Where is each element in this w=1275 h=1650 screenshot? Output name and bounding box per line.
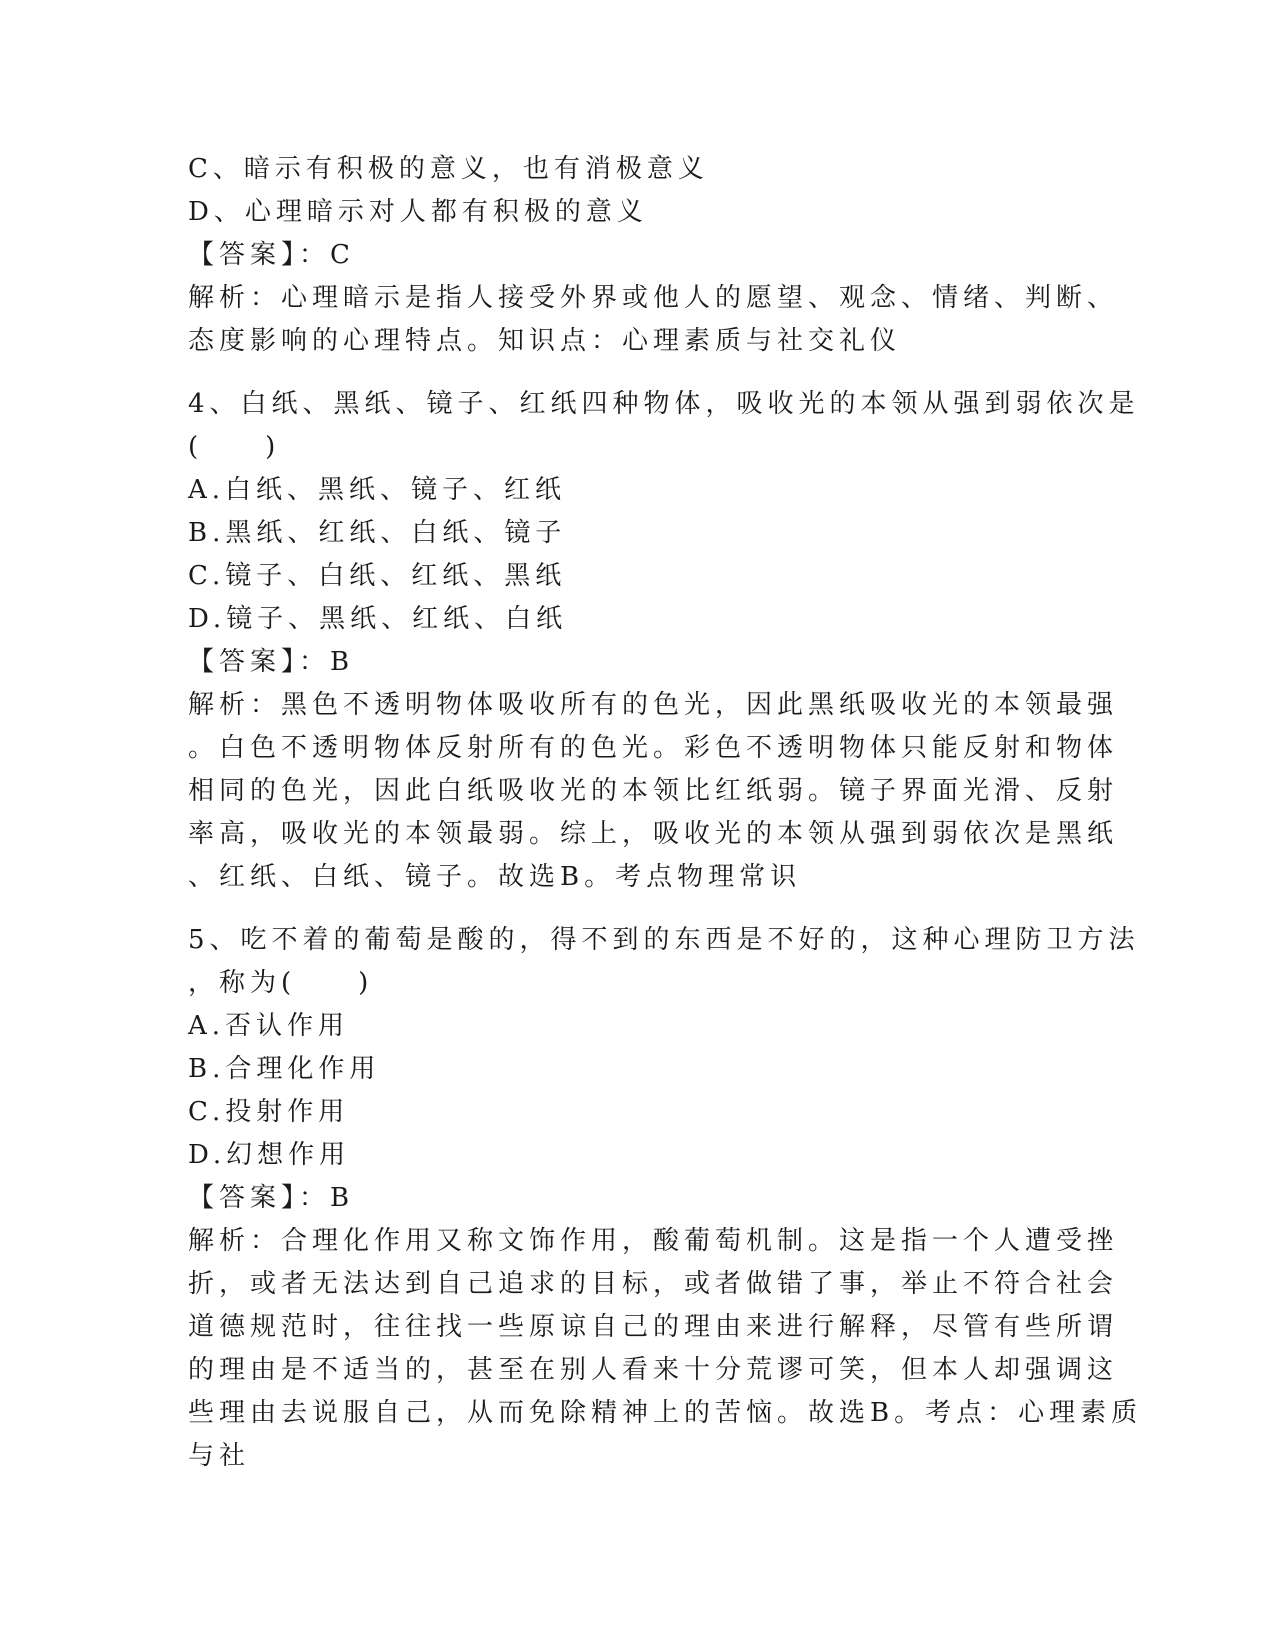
q3-explanation-line: 解析：心理暗示是指人接受外界或他人的愿望、观念、情绪、判断、 <box>188 283 1119 313</box>
q5-explanation-line: 道德规范时，往往找一些原谅自己的理由来进行解释，尽管有些所谓 <box>188 1312 1119 1342</box>
q5-explanation-line: 与社 <box>188 1441 251 1471</box>
q5-option-b: B.合理化作用 <box>188 1054 381 1084</box>
q4-option-b: B.黑纸、红纸、白纸、镜子 <box>188 518 567 548</box>
q5-option-d: D.幻想作用 <box>188 1140 351 1170</box>
q3-option-c: C、暗示有积极的意义，也有消极意义 <box>188 154 709 184</box>
q5-question-line: ，称为( ) <box>188 968 374 998</box>
q4-option-c: C.镜子、白纸、红纸、黑纸 <box>188 561 567 591</box>
q5-option-c: C.投射作用 <box>188 1097 350 1127</box>
q4-answer: 【答案】：B <box>188 647 355 677</box>
q4-explanation-line: 。白色不透明物体反射所有的色光。彩色不透明物体只能反射和物体 <box>188 733 1119 763</box>
question-3-tail <box>188 148 1119 363</box>
q5-explanation-line: 些理由去说服自己，从而免除精神上的苦恼。故选B。考点：心理素质 <box>188 1398 1143 1428</box>
q5-explanation-line: 折，或者无法达到自己追求的目标，或者做错了事，举止不符合社会 <box>188 1269 1119 1299</box>
q3-option-d: D、心理暗示对人都有积极的意义 <box>188 197 648 227</box>
q5-answer: 【答案】：B <box>188 1183 355 1213</box>
document-page <box>188 148 1143 1478</box>
q5-explanation-line: 的理由是不适当的，甚至在别人看来十分荒谬可笑，但本人却强调这 <box>188 1355 1119 1385</box>
q5-explanation-line: 解析：合理化作用又称文饰作用，酸葡萄机制。这是指一个人遭受挫 <box>188 1226 1119 1256</box>
q4-option-a: A.白纸、黑纸、镜子、红纸 <box>188 475 567 505</box>
question-5 <box>188 919 1143 1478</box>
q4-explanation-line: 、红纸、白纸、镜子。故选B。考点物理常识 <box>188 862 802 892</box>
q3-answer: 【答案】：C <box>188 240 355 270</box>
q4-explanation-line: 相同的色光，因此白纸吸收光的本领比红纸弱。镜子界面光滑、反射 <box>188 776 1119 806</box>
q4-explanation-line: 率高，吸收光的本领最弱。综上，吸收光的本领从强到弱依次是黑纸 <box>188 819 1119 849</box>
q4-option-d: D.镜子、黑纸、红纸、白纸 <box>188 604 568 634</box>
q4-question-line: 4、白纸、黑纸、镜子、红纸四种物体，吸收光的本领从强到弱依次是 <box>188 389 1140 419</box>
q4-explanation-line: 解析：黑色不透明物体吸收所有的色光，因此黑纸吸收光的本领最强 <box>188 690 1119 720</box>
q3-explanation-line: 态度影响的心理特点。知识点：心理素质与社交礼仪 <box>188 326 902 356</box>
question-4 <box>188 383 1140 899</box>
q4-question-line: ( ) <box>188 432 281 462</box>
q5-question-line: 5、吃不着的葡萄是酸的，得不到的东西是不好的，这种心理防卫方法 <box>188 925 1140 955</box>
q5-option-a: A.否认作用 <box>188 1011 350 1041</box>
